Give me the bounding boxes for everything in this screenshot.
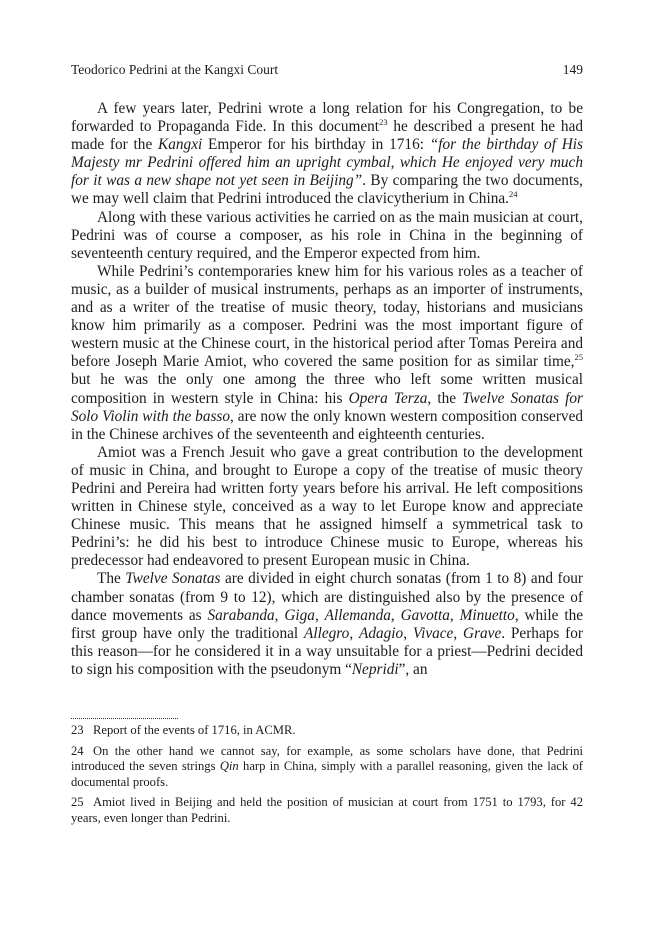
italic-text: Kangxi	[158, 136, 203, 154]
italic-text: Allegro	[303, 624, 350, 642]
italic-text: Vivace	[412, 624, 454, 642]
italic-text: Grave	[463, 624, 502, 642]
italic-text: Minuetto	[459, 606, 515, 624]
footnote-text: On the other hand we cannot say, for example, as some scholars have done, that Pedrini introduced the seven strings Qin harp in China, simply with a parallel reasoning, given the lack of documental proofs.	[71, 743, 583, 789]
paragraph-1: A few years later, Pedrini wrote a long relation for his Congregation, to be forwarded to Propaganda Fide. In this document$^{23}$ he described a present he had made for the Kangxi Emperor for his birthday in 1716: “for the birthday of His Majesty mr Pedrini offered him an upright cymbal, which He enjoyed very much for it was a new shape not yet seen in Beijing”. By comparing the two documents, we may well claim that Pedrini introduced the clavicytherium in China.$^{24}$	[71, 100, 584, 208]
paragraph-4: Amiot was a French Jesuit who gave a great contribution to the development of music in China, and brought to Europe a copy of the treatise of music theory Pedrini and Pereira had written forty years before his arrival. He left compositions written in Chinese style, conceived as a way to let Europe know and appreciate Chinese music. This means that he assigned himself a symmetrical task to Pedrini’s: he did his best to introduce Chinese music to Europe, whereas his predecessor had endeavored to present European music in China.	[71, 443, 583, 570]
italic-text: Twelve Sonatas for Solo Violin with the basso	[71, 389, 584, 425]
paragraph-5: The Twelve Sonatas are divided in eight church sonatas (from 1 to 8) and four chamber sonatas (from 9 to 12), which are distinguished also by the presence of dance movements as Sarabanda, Giga, Allemanda, Gavotta, Minuetto, while the first group have only the traditional Allegro, Adagio, Vivace, Grave. Perhaps for this reason—for he considered it in a way unsuitable for a priest—Pedrini decided to sign his composition with the pseudonym “Nepridi”, an	[71, 570, 584, 678]
footnote-text: Report of the events of 1716, in ACMR.	[93, 723, 296, 737]
footnote-ref: 23	[379, 117, 388, 128]
page-number: 149	[562, 62, 583, 77]
footnote-number: 24	[71, 743, 84, 758]
running-head	[71, 62, 583, 78]
italic-text: Nepridi	[351, 660, 399, 678]
italic-text: Sarabanda	[207, 606, 275, 624]
footnote-ref: 25	[574, 352, 583, 363]
italic-text: Allemanda	[324, 606, 391, 624]
footnote-separator	[71, 718, 178, 719]
italic-text: Adagio	[358, 624, 404, 642]
paragraph-2: Along with these various activities he carried on as the main musician at court, Pedrini was of course a composer, as his role in China in the beginning of seventeenth century required, and the Emperor expected from him.	[71, 208, 583, 262]
italic-text: “for the birthday of His Majesty mr Pedrini offered him an upright cymbal, which He enjoyed very much for it was a new shape not yet seen in Beijing”	[71, 136, 583, 190]
book-page	[71, 62, 583, 832]
footnote-text: Amiot lived in Beijing and held the position of musician at court from 1751 to 1793, for 42 years, even longer than Pedrini.	[71, 795, 583, 825]
paragraph-3: While Pedrini’s contemporaries knew him for his various roles as a teacher of music, as a builder of musical instruments, perhaps as an importer of instruments, and as a writer of the treatise of music theory, today, historians and musicians know him primarily as a composer. Pedrini was the most important figure of western music at the Chinese court, in the historical period after Tomas Pereira and before Joseph Marie Amiot, who covered the same position for as similar time,$^{25}$ but he was the only one among the three who left some written musical composition in western style in China: his Opera Terza, the Twelve Sonatas for Solo Violin with the basso, are now the only known western composition conserved in the Chinese archives of the seventeenth and eighteenth centuries.	[71, 262, 584, 443]
italic-text: Giga	[284, 606, 315, 624]
footnote-number: 25	[71, 795, 84, 810]
footnote-ref: 24	[508, 189, 518, 200]
footnote-25	[71, 795, 583, 826]
italic-text: Qin	[219, 759, 239, 774]
footnote-number: 23	[71, 723, 84, 737]
italic-text: Opera Terza	[348, 389, 428, 407]
footnote-24	[71, 744, 583, 791]
footnote-23	[71, 723, 583, 739]
running-title: Teodorico Pedrini at the Kangxi Court	[71, 62, 279, 77]
italic-text: Gavotta	[400, 606, 450, 624]
italic-text: Twelve Sonatas	[125, 570, 221, 588]
